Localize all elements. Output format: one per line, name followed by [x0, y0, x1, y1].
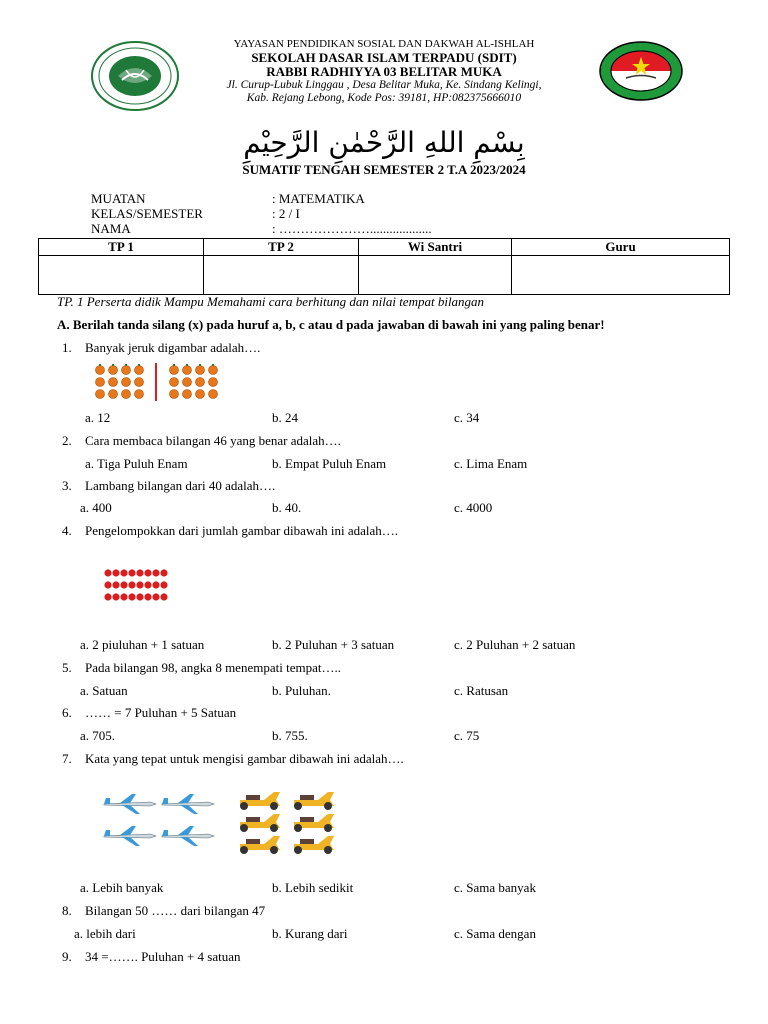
option-c[interactable]: c. Sama dengan [454, 926, 536, 941]
info-value-kelas: : 2 / I [272, 206, 300, 221]
option-c[interactable]: c. Ratusan [454, 683, 509, 698]
question-number: 4. [62, 523, 72, 538]
question-text: Pada bilangan 98, angka 8 menempati tempat….. [85, 660, 341, 675]
score-cell-guru[interactable] [512, 256, 730, 295]
option-a[interactable]: a. 12 [85, 410, 111, 425]
question-number: 6. [62, 705, 72, 720]
school-address-line2: Kab. Rejang Lebong, Kode Pos: 39181, HP:082375666010 [246, 92, 522, 104]
exam-title: SUMATIF TENGAH SEMESTER 2 T.A 2023/2024 [242, 162, 526, 177]
option-b[interactable]: b. Kurang dari [272, 926, 348, 941]
option-b[interactable]: b. 755. [272, 728, 308, 743]
airplanes-image [100, 786, 218, 852]
school-name-line1: SEKOLAH DASAR ISLAM TERPADU (SDIT) [251, 50, 517, 65]
question-text: …… = 7 Puluhan + 5 Satuan [85, 705, 237, 720]
table-header-row [39, 239, 730, 256]
info-label-nama: NAMA [91, 221, 131, 236]
question-text: 34 =……. Puluhan + 4 satuan [85, 949, 241, 964]
option-c[interactable]: c. 75 [454, 728, 480, 743]
question-number: 8. [62, 903, 72, 918]
question-number: 2. [62, 433, 72, 448]
bismillah-calligraphy: بِسْمِ اللهِ الرَّحْمٰنِ الرَّحِيْمِ [243, 126, 525, 159]
table-header-tp2: TP 2 [204, 239, 359, 256]
school-address-line1: Jl. Curup-Lubuk Linggau , Desa Belitar Muka, Ke. Sindang Kelingi, [226, 79, 542, 91]
option-c[interactable]: c. Lima Enam [454, 456, 528, 471]
question-number: 3. [62, 478, 72, 493]
question-text: Bilangan 50 …… dari bilangan 47 [85, 903, 266, 918]
score-cell-tp2[interactable] [204, 256, 359, 295]
option-c[interactable]: c. Sama banyak [454, 880, 536, 895]
question-number: 5. [62, 660, 72, 675]
tp-score-table [38, 238, 730, 295]
table-header-tp1: TP 1 [39, 239, 204, 256]
table-row [39, 256, 730, 295]
option-a[interactable]: a. 400 [80, 500, 112, 515]
option-c[interactable]: c. 34 [454, 410, 480, 425]
question-text: Lambang bilangan dari 40 adalah…. [85, 478, 276, 493]
tp-note: TP. 1 Perserta didik Mampu Memahami cara berhitung dan nilai tempat bilangan [57, 294, 485, 309]
option-a[interactable]: a. Satuan [80, 683, 128, 698]
option-b[interactable]: b. Empat Puluh Enam [272, 456, 387, 471]
info-label-kelas: KELAS/SEMESTER [91, 206, 203, 221]
table-header-wi-santri: Wi Santri [359, 239, 512, 256]
option-c[interactable]: c. 4000 [454, 500, 493, 515]
question-number: 1. [62, 340, 72, 355]
option-b[interactable]: b. Puluhan. [272, 683, 331, 698]
info-value-muatan: : MATEMATIKA [272, 191, 365, 206]
question-text: Banyak jeruk digambar adalah…. [85, 340, 261, 355]
score-cell-tp1[interactable] [39, 256, 204, 295]
foundation-name: YAYASAN PENDIDIKAN SOSIAL DAN DAKWAH AL-ISHLAH [233, 38, 535, 50]
option-a[interactable]: a. Lebih banyak [80, 880, 164, 895]
scooters-image [234, 786, 342, 856]
question-text: Pengelompokkan dari jumlah gambar dibawah ini adalah…. [85, 523, 398, 538]
apples-image [104, 568, 168, 602]
option-b[interactable]: b. Lebih sedikit [272, 880, 354, 895]
question-text: Kata yang tepat untuk mengisi gambar dibawah ini adalah…. [85, 751, 404, 766]
option-a[interactable]: a. Tiga Puluh Enam [85, 456, 188, 471]
question-number: 9. [62, 949, 72, 964]
section-instruction: A. Berilah tanda silang (x) pada huruf a, b, c atau d pada jawaban di bawah ini yang paling benar! [57, 317, 605, 332]
option-b[interactable]: b. 2 Puluhan + 3 satuan [272, 637, 395, 652]
info-value-nama[interactable]: : …………………................... [272, 221, 432, 236]
question-text: Cara membaca bilangan 46 yang benar adalah…. [85, 433, 341, 448]
school-name-line2: RABBI RADHIYYA 03 BELITAR MUKA [266, 64, 502, 79]
question-number: 7. [62, 751, 72, 766]
option-a[interactable]: a. 2 piuluhan + 1 satuan [80, 637, 205, 652]
option-a[interactable]: a. lebih dari [74, 926, 136, 941]
score-cell-wi-santri[interactable] [359, 256, 512, 295]
option-b[interactable]: b. 40. [272, 500, 302, 515]
option-a[interactable]: a. 705. [80, 728, 116, 743]
option-c[interactable]: c. 2 Puluhan + 2 satuan [454, 637, 576, 652]
option-b[interactable]: b. 24 [272, 410, 298, 425]
table-header-guru: Guru [512, 239, 730, 256]
info-label-muatan: MUATAN [91, 191, 146, 206]
oranges-image [94, 363, 226, 401]
